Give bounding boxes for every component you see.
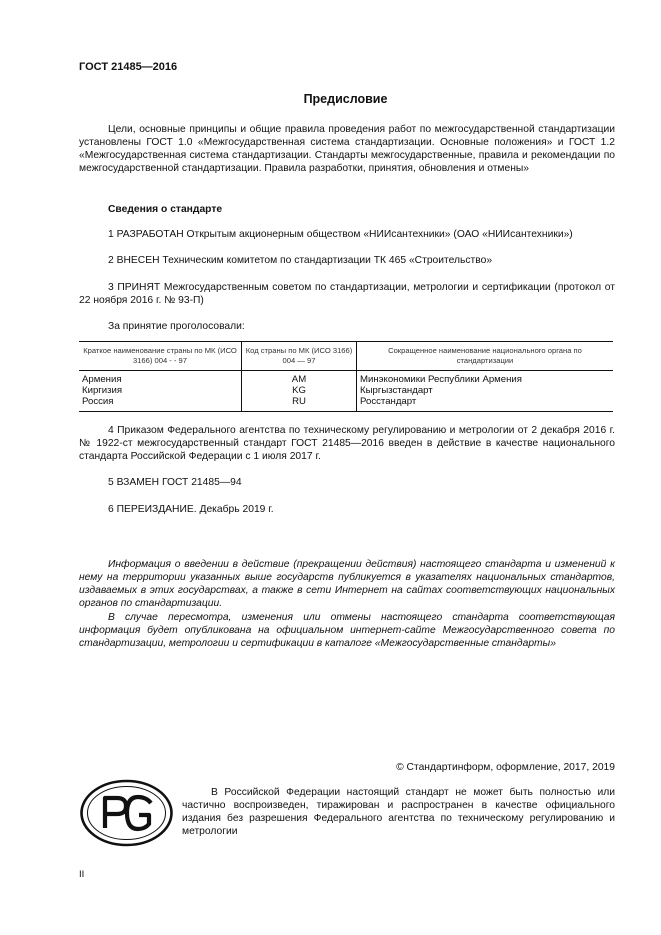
voted-label: За принятие проголосовали: — [108, 321, 245, 332]
vote-country: Армения — [82, 374, 122, 385]
vote-table-header-body: Сокращенное наименование национального органа по стандартизации — [357, 342, 614, 371]
vote-code: KG — [242, 385, 357, 396]
vote-country: Киргизия — [82, 385, 123, 396]
rst-emblem-icon — [79, 778, 174, 848]
copyright-line: © Стандартинформ, оформление, 2017, 2019 — [396, 762, 615, 773]
item-developed: 1 РАЗРАБОТАН Открытым акционерным обществом «НИИсантехники» (ОАО «НИИсантехники») — [108, 229, 573, 240]
item-enacted: 4 Приказом Федерального агентства по техническому регулированию и метрологии от 2 декабря 2016 г. № 1922-ст межгосударственный стандарт ГОСТ 21485—2016 введен в действие в качестве национального стандарта Российской Федерации с 1 июля 2017 г. — [79, 425, 615, 462]
reproduction-notice: В Российской Федерации настоящий стандарт не может быть полностью или частично воспроизведен, тиражирован и распространен в качестве официального издания без разрешения Федерального агентства по техническому регулированию и метрологии — [182, 787, 615, 837]
document-code: ГОСТ 21485—2016 — [79, 61, 178, 73]
vote-table-header-country: Краткое наименование страны по МК (ИСО 3166) 004 - - 97 — [79, 342, 242, 371]
vote-code: AM — [242, 371, 357, 386]
item-replaced: 5 ВЗАМЕН ГОСТ 21485—94 — [108, 477, 242, 488]
item-reissue: 6 ПЕРЕИЗДАНИЕ. Декабрь 2019 г. — [108, 504, 274, 515]
vote-country: Россия — [79, 396, 242, 412]
table-row — [79, 396, 613, 412]
item-adopted: 3 ПРИНЯТ Межгосударственным советом по стандартизации, метрологии и сертификации (протокол от 22 ноября 2016 г. № 93-П) — [79, 282, 615, 306]
table-row — [79, 371, 613, 386]
info-paragraph-2: В случае пересмотра, изменения или отмены настоящего стандарта соответствующая информация будет опубликована на официальном интернет-сайте Межгосударственного совета по стандартизации, метрологии и сертификации в каталоге «Межгосударственные стандарты» — [79, 612, 615, 649]
info-paragraph-1: Информация о введении в действие (прекращении действия) настоящего стандарта и изменений к нему на территории указанных выше государств публикуется в указателях национальных стандартов, издаваемых в этих государствах, а также в сети Интернет на сайтах соответствующих национальных органов по стандартизации. — [79, 559, 615, 609]
vote-table — [79, 341, 613, 412]
table-row — [79, 385, 613, 396]
item-introduced: 2 ВНЕСЕН Техническим комитетом по стандартизации ТК 465 «Строительство» — [108, 255, 493, 266]
page-title: Предисловие — [303, 92, 388, 106]
vote-table-header-code: Код страны по МК (ИСО 3166) 004 — 97 — [242, 342, 357, 371]
vote-table-header — [79, 342, 613, 371]
vote-code: RU — [242, 396, 357, 412]
page-number: II — [79, 869, 85, 880]
vote-body: Росстандарт — [357, 396, 614, 412]
vote-body: Минэкономики Республики Армения — [357, 371, 614, 386]
vote-body: Кыргызстандарт — [357, 385, 614, 396]
section-heading: Сведения о стандарте — [108, 204, 223, 215]
intro-paragraph: Цели, основные принципы и общие правила проведения работ по межгосударственной стандартизации установлены ГОСТ 1.0 «Межгосударственная система стандартизации. Основные положения» и ГОСТ 1.2 «Межгосударственная система стандартизации. Стандарты межгосударственные, правила и рекомендации по межгосударственной стандартизации. Правила разработки, принятия, обновления и отмены» — [79, 124, 615, 174]
